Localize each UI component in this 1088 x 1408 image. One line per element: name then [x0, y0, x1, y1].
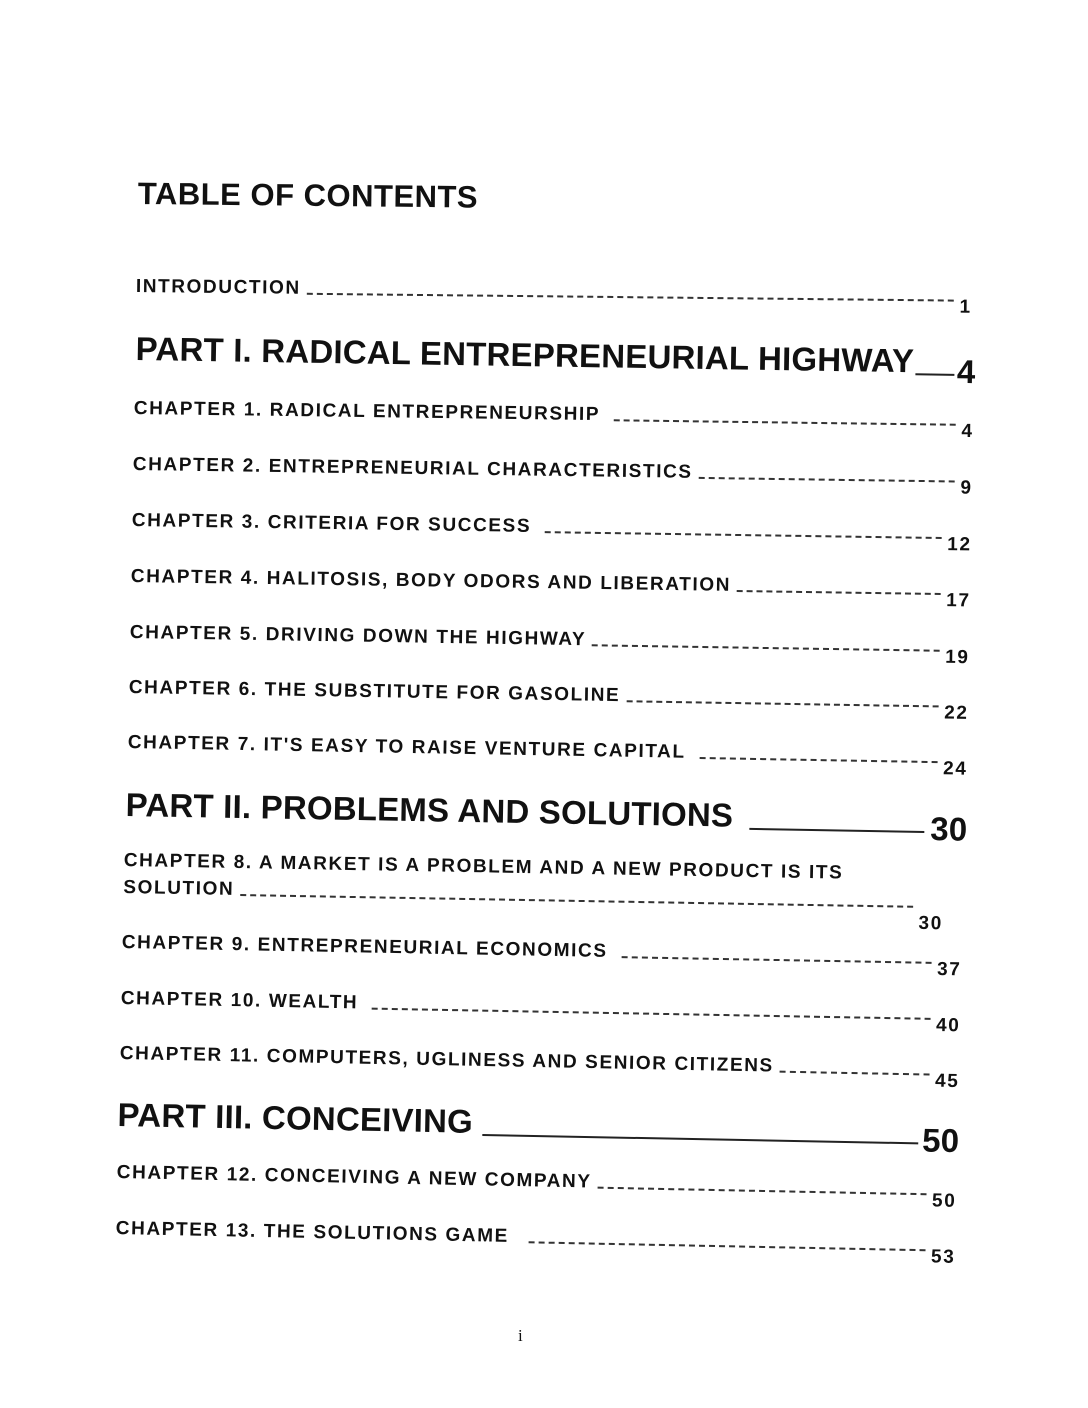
toc-entry-chapter-1: [133, 398, 974, 442]
dot-leader: [240, 894, 913, 908]
page-title: TABLE OF CONTENTS: [137, 176, 479, 215]
toc-entry-page: 12: [947, 534, 972, 556]
rule-leader: [483, 1133, 918, 1144]
toc-entry-chapter-8: [123, 850, 944, 935]
toc-entry-label: CHAPTER 3. CRITERIA FOR SUCCESS: [131, 510, 532, 537]
toc-entry-page: 19: [945, 646, 970, 669]
toc-entry-chapter-10: [120, 988, 961, 1037]
toc-entry-chapter-9: [121, 932, 962, 981]
toc-entry-page: 53: [930, 1246, 956, 1268]
toc-entry-page: 22: [943, 702, 969, 724]
toc-entry-chapter-5: [129, 622, 970, 669]
toc-entry-label: CHAPTER 1. RADICAL ENTREPRENEURSHIP: [133, 398, 601, 426]
toc-entry-introduction: [135, 276, 972, 318]
dot-leader: [529, 1240, 925, 1251]
dot-leader: [372, 1007, 930, 1020]
toc-part-page: 30: [929, 810, 968, 848]
dot-leader: [545, 530, 941, 539]
toc-entry-label: CHAPTER 4. HALITOSIS, BODY ODORS AND LIBERATION: [130, 566, 732, 596]
dot-leader: [780, 1070, 930, 1076]
toc-entry-label: CHAPTER 5. DRIVING DOWN THE HIGHWAY: [129, 622, 587, 651]
toc-entry-chapter-11: [119, 1043, 960, 1093]
rule-leader: [749, 827, 924, 833]
toc-entry-label: INTRODUCTION: [135, 276, 301, 299]
toc-part-1: [135, 330, 976, 391]
toc-part-2: [125, 786, 968, 848]
toc-entry-label: CHAPTER 2. ENTREPRENEURIAL CHARACTERISTICS: [132, 454, 693, 483]
toc-entry-page: 30: [918, 912, 944, 935]
dot-leader: [592, 643, 939, 651]
toc-entry-page: 40: [935, 1014, 961, 1037]
dot-leader: [699, 476, 955, 483]
toc-entry-page: 24: [942, 758, 968, 780]
toc-entry-chapter-12: [116, 1162, 957, 1212]
toc-entry-label: CHAPTER 13. THE SOLUTIONS GAME: [115, 1218, 510, 1247]
toc-entry-page: 17: [946, 590, 971, 612]
toc-entry-label: CHAPTER 7. IT'S EASY TO RAISE VENTURE CAPITAL: [127, 732, 686, 763]
toc-entry-chapter-13: [115, 1218, 956, 1268]
dot-leader: [626, 699, 938, 707]
toc-entry-page: 4: [961, 420, 974, 442]
dot-leader: [737, 589, 940, 595]
dot-leader: [621, 955, 931, 964]
dot-leader: [597, 1186, 926, 1196]
toc-entry-label-line2: SOLUTION: [123, 876, 235, 900]
toc-entry-chapter-7: [127, 732, 968, 780]
toc-entry-label: CHAPTER 11. COMPUTERS, UGLINESS AND SENIOR CITIZENS: [119, 1043, 775, 1077]
toc-entry-page: 37: [936, 958, 962, 981]
toc-entry-chapter-3: [131, 510, 972, 556]
toc-entry-chapter-2: [132, 454, 973, 499]
toc-entry-page: 50: [931, 1190, 957, 1212]
toc-entry-chapter-4: [130, 566, 971, 612]
toc-part-page: 4: [956, 352, 976, 391]
toc-part-label: PART III. CONCEIVING: [117, 1096, 474, 1140]
dot-leader: [700, 756, 938, 763]
toc-part-page: 50: [921, 1121, 960, 1160]
toc-entry-page: 9: [960, 477, 973, 499]
toc-entry-label: CHAPTER 12. CONCEIVING A NEW COMPANY: [116, 1162, 592, 1193]
toc-part-label: PART I. RADICAL ENTREPRENEURIAL HIGHWAY: [135, 330, 915, 380]
toc-part-label: PART II. PROBLEMS AND SOLUTIONS: [125, 786, 734, 834]
dot-leader: [307, 292, 954, 302]
toc-entry-label-line1: CHAPTER 8. A MARKET IS A PROBLEM AND A NEW PRODUCT IS ITS: [123, 850, 844, 884]
toc-entry-chapter-6: [128, 677, 969, 724]
rule-leader: [916, 372, 955, 376]
dot-leader: [614, 418, 956, 425]
toc-entry-label: CHAPTER 6. THE SUBSTITUTE FOR GASOLINE: [128, 677, 621, 707]
toc-entry-label: CHAPTER 9. ENTREPRENEURIAL ECONOMICS: [121, 932, 608, 962]
toc-entry-page: 45: [934, 1070, 960, 1093]
toc-part-3: [117, 1096, 960, 1160]
page-number-footer: i: [518, 1326, 523, 1345]
toc-entry-label: CHAPTER 10. WEALTH: [120, 988, 359, 1014]
toc-entry-page: 1: [959, 296, 972, 318]
